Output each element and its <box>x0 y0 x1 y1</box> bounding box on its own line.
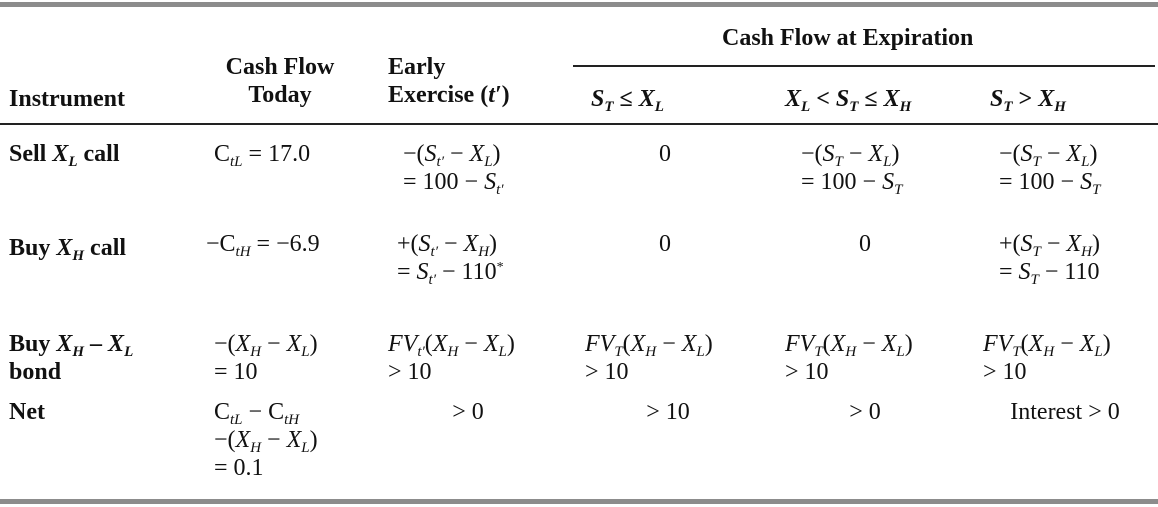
row-bond-instrument: Buy $X_H - X_L$ bond <box>9 331 134 385</box>
row-net-today: $C_{tL} - C_{tH}$ $-(X_H - X_L)$ = 0.1 <box>214 399 318 481</box>
table-top-rule <box>0 2 1158 7</box>
row-net-high: Interest > 0 <box>1010 399 1120 425</box>
header-early-exercise <box>388 53 510 109</box>
header-early-exercise-line2: Exercise (t′) <box>388 82 510 108</box>
header-col-low: $S_T \le X_L$ <box>591 86 664 115</box>
row-sell-call-early: $-(S_{t'} - X_L)$ = $100 - S_{t'}$ <box>403 141 504 198</box>
row-sell-call-low: 0 <box>659 141 671 167</box>
row-sell-call-instrument: Sell $X_L$ call <box>9 141 120 170</box>
row-bond-high-line2: > 10 <box>983 359 1027 385</box>
row-buy-call-instrument: Buy $X_H$ call <box>9 235 127 264</box>
header-early-exercise-line1: Early <box>388 54 446 80</box>
row-bond-mid: $FV_T(X_H - X_L)$ > 10 <box>785 331 913 385</box>
header-col-high: $S_T > X_H$ <box>990 86 1066 115</box>
row-bond-today-line2: = 10 <box>214 359 258 385</box>
row-sell-call-mid: $-(S_T - X_L)$ = $100 - S_T$ <box>801 141 903 198</box>
row-bond-mid-line2: > 10 <box>785 359 829 385</box>
row-sell-call-today: $C_{tL} = 17.0$ <box>214 141 311 170</box>
header-instrument: Instrument <box>9 86 126 112</box>
row-bond-low-line2: > 10 <box>585 359 629 385</box>
row-buy-call-high: $+(S_T - X_H)$ = $S_T - 110$ <box>999 231 1100 288</box>
row-net-early: > 0 <box>452 399 484 425</box>
header-cash-flow-today-line2: Today <box>248 82 312 108</box>
row-bond-today: $-(X_H - X_L)$ = 10 <box>214 331 318 385</box>
row-bond-early-line2: > 10 <box>388 359 432 385</box>
expiration-span-rule <box>573 65 1155 67</box>
row-sell-call-high: $-(S_T - X_L)$ = $100 - S_T$ <box>999 141 1101 198</box>
header-cash-flow-today-line1: Cash Flow <box>225 54 335 80</box>
row-net-instrument: Net <box>9 399 45 425</box>
header-cash-flow-today <box>205 53 355 109</box>
row-net-low: > 10 <box>646 399 690 425</box>
header-bottom-rule <box>0 123 1158 125</box>
row-bond-low: $FV_T(X_H - X_L)$ > 10 <box>585 331 713 385</box>
row-net-today-line3: = 0.1 <box>214 455 264 481</box>
row-buy-call-today: $-C_{tH} = -6.9$ <box>206 231 320 260</box>
row-bond-high: $FV_T(X_H - X_L)$ > 10 <box>983 331 1111 385</box>
header-expiration-group: Cash Flow at Expiration <box>722 25 974 51</box>
row-net-mid: > 0 <box>849 399 881 425</box>
row-buy-call-low: 0 <box>659 231 671 257</box>
table-bottom-rule <box>0 499 1158 504</box>
row-bond-early: $FV_{t'}(X_H - X_L)$ > 10 <box>388 331 515 385</box>
row-buy-call-mid: 0 <box>859 231 871 257</box>
row-buy-call-early: $+(S_{t'} - X_H)$ = $S_{t'} - 110^*$ <box>397 231 504 288</box>
row-bond-instrument-line2: bond <box>9 359 62 385</box>
header-col-mid: $X_L < S_T \le X_H$ <box>785 86 912 115</box>
